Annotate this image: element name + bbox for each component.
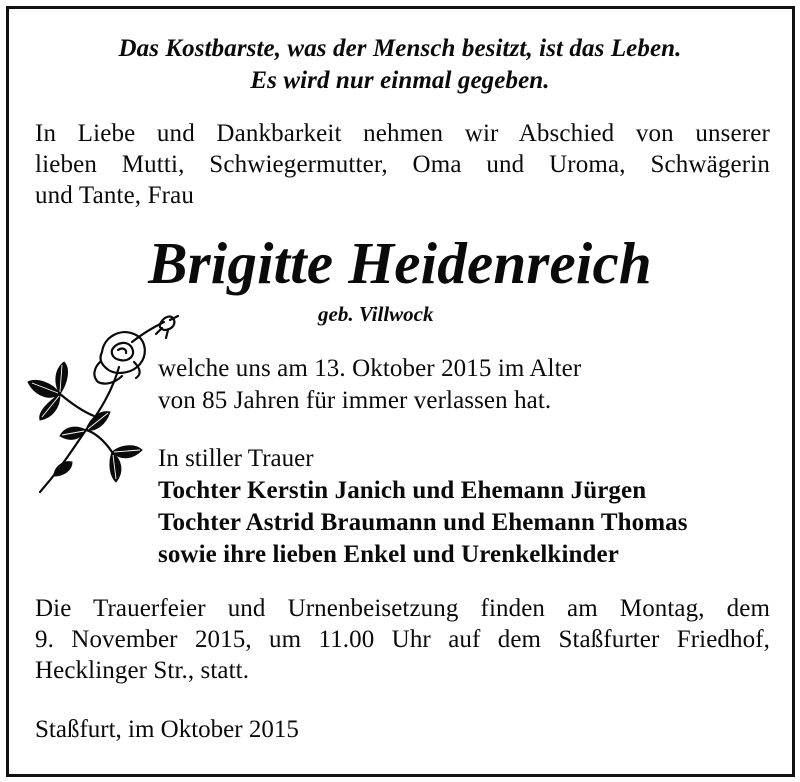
death-notice xyxy=(158,353,581,417)
service-line: Die Trauerfeier und Urnenbeisetzung finden am Montag, dem xyxy=(35,595,770,622)
intro-text xyxy=(35,118,770,211)
mourning-heading: In stiller Trauer xyxy=(158,445,314,472)
death-notice-line: welche uns am 13. Oktober 2015 im Alter xyxy=(158,355,582,382)
death-notice-line: von 85 Jahren für immer verlassen hat. xyxy=(158,387,552,414)
mourner-line: sowie ihre lieben Enkel und Urenkelkinder xyxy=(158,541,619,568)
place-date: Staßfurt, im Oktober 2015 xyxy=(35,716,299,743)
deceased-name: Brigitte Heidenreich xyxy=(148,230,652,296)
intro-line: lieben Mutti, Schwiegermutter, Oma und Uroma, Schwägerin xyxy=(35,151,770,178)
service-line: 9. November 2015, um 11.00 Uhr auf dem Staßfurter Friedhof, xyxy=(35,626,770,653)
intro-line: In Liebe und Dankbarkeit nehmen wir Abschied von unserer xyxy=(35,120,770,147)
mourners-section xyxy=(158,443,688,571)
funeral-service-info xyxy=(35,593,770,686)
mourner-line: Tochter Astrid Braumann und Ehemann Thomas xyxy=(158,509,688,536)
service-line: Hecklinger Str., statt. xyxy=(35,657,250,684)
intro-line: und Tante, Frau xyxy=(35,182,195,209)
quote-line: Es wird nur einmal gegeben. xyxy=(250,67,550,94)
quote-line: Das Kostbarste, was der Mensch besitzt, ist das Leben. xyxy=(118,35,682,62)
mourner-line: Tochter Kerstin Janich und Ehemann Jürgen xyxy=(158,477,647,504)
maiden-name: geb. Villwock xyxy=(318,302,434,326)
memorial-quote xyxy=(0,33,800,97)
